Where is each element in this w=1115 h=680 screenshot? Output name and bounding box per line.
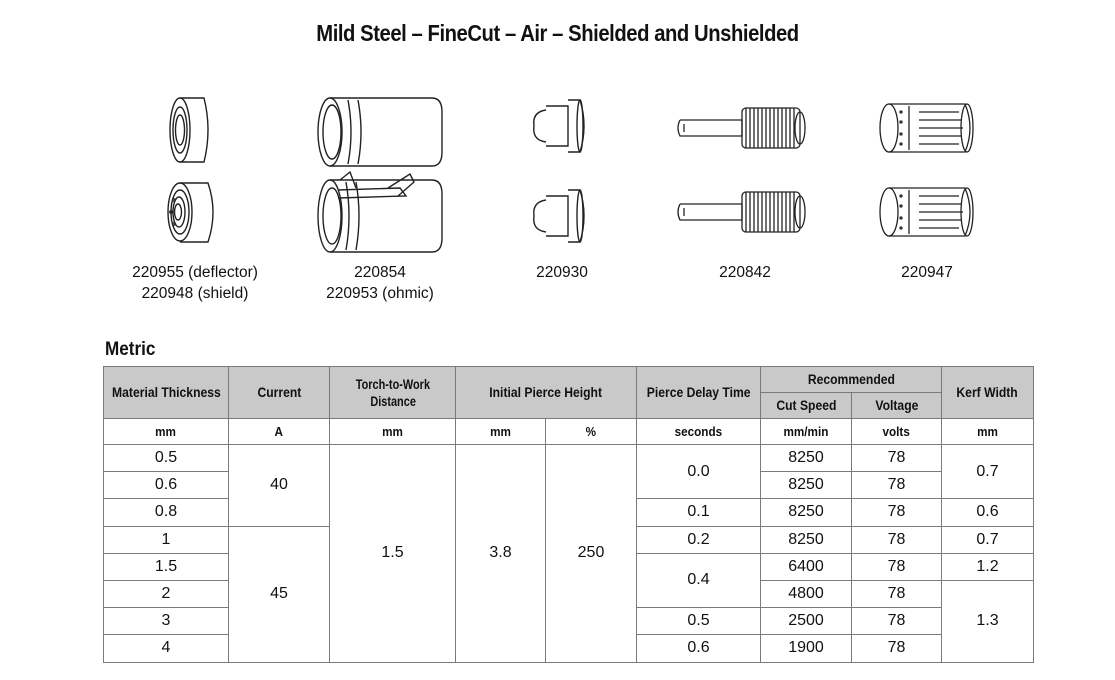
pierce-delay-cell: 0.4	[637, 553, 761, 607]
kerf-width-cell: 0.7	[942, 526, 1034, 553]
thickness-cell: 0.5	[104, 445, 229, 472]
thickness-cell: 2	[104, 580, 229, 607]
voltage-cell: 78	[852, 608, 942, 635]
unit-cell: mm	[456, 419, 546, 445]
thickness-cell: 1	[104, 526, 229, 553]
unit-cell: A	[229, 419, 330, 445]
cut-speed-cell: 2500	[761, 608, 852, 635]
voltage-cell: 78	[852, 580, 942, 607]
voltage-cell: 78	[852, 472, 942, 499]
pierce-delay-cell: 0.5	[637, 608, 761, 635]
voltage-cell: 78	[852, 553, 942, 580]
kerf-width-cell: 1.3	[942, 580, 1034, 662]
header-voltage: Voltage	[852, 393, 942, 419]
header-recommended: Recommended	[761, 367, 942, 393]
units-row	[104, 419, 1034, 445]
voltage-cell: 78	[852, 526, 942, 553]
header-cut-speed: Cut Speed	[761, 393, 852, 419]
voltage-cell: 78	[852, 499, 942, 526]
swirl-ring-illustration-icon	[875, 100, 985, 245]
thickness-cell: 0.6	[104, 472, 229, 499]
unit-cell: seconds	[637, 419, 761, 445]
pierce-height-mm-cell: 3.8	[456, 445, 546, 663]
voltage-cell: 78	[852, 445, 942, 472]
unit-cell: mm	[942, 419, 1034, 445]
unit-cell: mm/min	[761, 419, 852, 445]
header-torch-to-work-distance: Torch-to-Work Distance	[330, 367, 456, 419]
pierce-delay-cell: 0.6	[637, 635, 761, 662]
voltage-cell: 78	[852, 635, 942, 662]
electrode-illustration-icon	[672, 100, 812, 240]
pierce-delay-cell: 0.2	[637, 526, 761, 553]
cut-speed-cell: 6400	[761, 553, 852, 580]
part-number-label: 220930	[536, 264, 588, 281]
unit-cell: mm	[104, 419, 229, 445]
part-number-label: 220947	[901, 264, 953, 281]
header-material-thickness: Material Thickness	[104, 367, 229, 419]
unit-cell: volts	[852, 419, 942, 445]
current-cell: 45	[229, 526, 330, 662]
pierce-delay-cell: 0.1	[637, 499, 761, 526]
pierce-delay-cell: 0.0	[637, 445, 761, 499]
cut-speed-cell: 8250	[761, 499, 852, 526]
torch-to-work-cell: 1.5	[330, 445, 456, 663]
header-current: Current	[229, 367, 330, 419]
retaining-cap-and-ohmic-cap-illustration-icon	[310, 92, 450, 257]
cut-speed-cell: 8250	[761, 445, 852, 472]
header-kerf-width: Kerf Width	[942, 367, 1034, 419]
nozzle-illustration-icon	[528, 96, 598, 246]
kerf-width-cell: 0.7	[942, 445, 1034, 499]
thickness-cell: 0.8	[104, 499, 229, 526]
cut-chart-table	[103, 366, 1034, 663]
cut-speed-cell: 1900	[761, 635, 852, 662]
cut-speed-cell: 8250	[761, 472, 852, 499]
thickness-cell: 3	[104, 608, 229, 635]
part-number-label: 220854 220953 (ohmic)	[326, 264, 434, 302]
unit-cell: mm	[330, 419, 456, 445]
table-row	[104, 445, 1034, 472]
cut-speed-cell: 4800	[761, 580, 852, 607]
thickness-cell: 1.5	[104, 553, 229, 580]
part-number-label: 220955 (deflector) 220948 (shield)	[132, 264, 258, 302]
deflector-and-shield-illustration-icon	[160, 90, 230, 250]
section-heading-metric: Metric	[105, 339, 156, 360]
page-title: Mild Steel – FineCut – Air – Shielded and Unshielded	[316, 20, 799, 46]
header-initial-pierce-height: Initial Pierce Height	[456, 367, 637, 419]
cut-speed-cell: 8250	[761, 526, 852, 553]
unit-cell: %	[546, 419, 637, 445]
kerf-width-cell: 1.2	[942, 553, 1034, 580]
thickness-cell: 4	[104, 635, 229, 662]
kerf-width-cell: 0.6	[942, 499, 1034, 526]
part-number-label: 220842	[719, 264, 771, 281]
current-cell: 40	[229, 445, 330, 527]
header-pierce-delay-time: Pierce Delay Time	[637, 367, 761, 419]
pierce-height-pct-cell: 250	[546, 445, 637, 663]
